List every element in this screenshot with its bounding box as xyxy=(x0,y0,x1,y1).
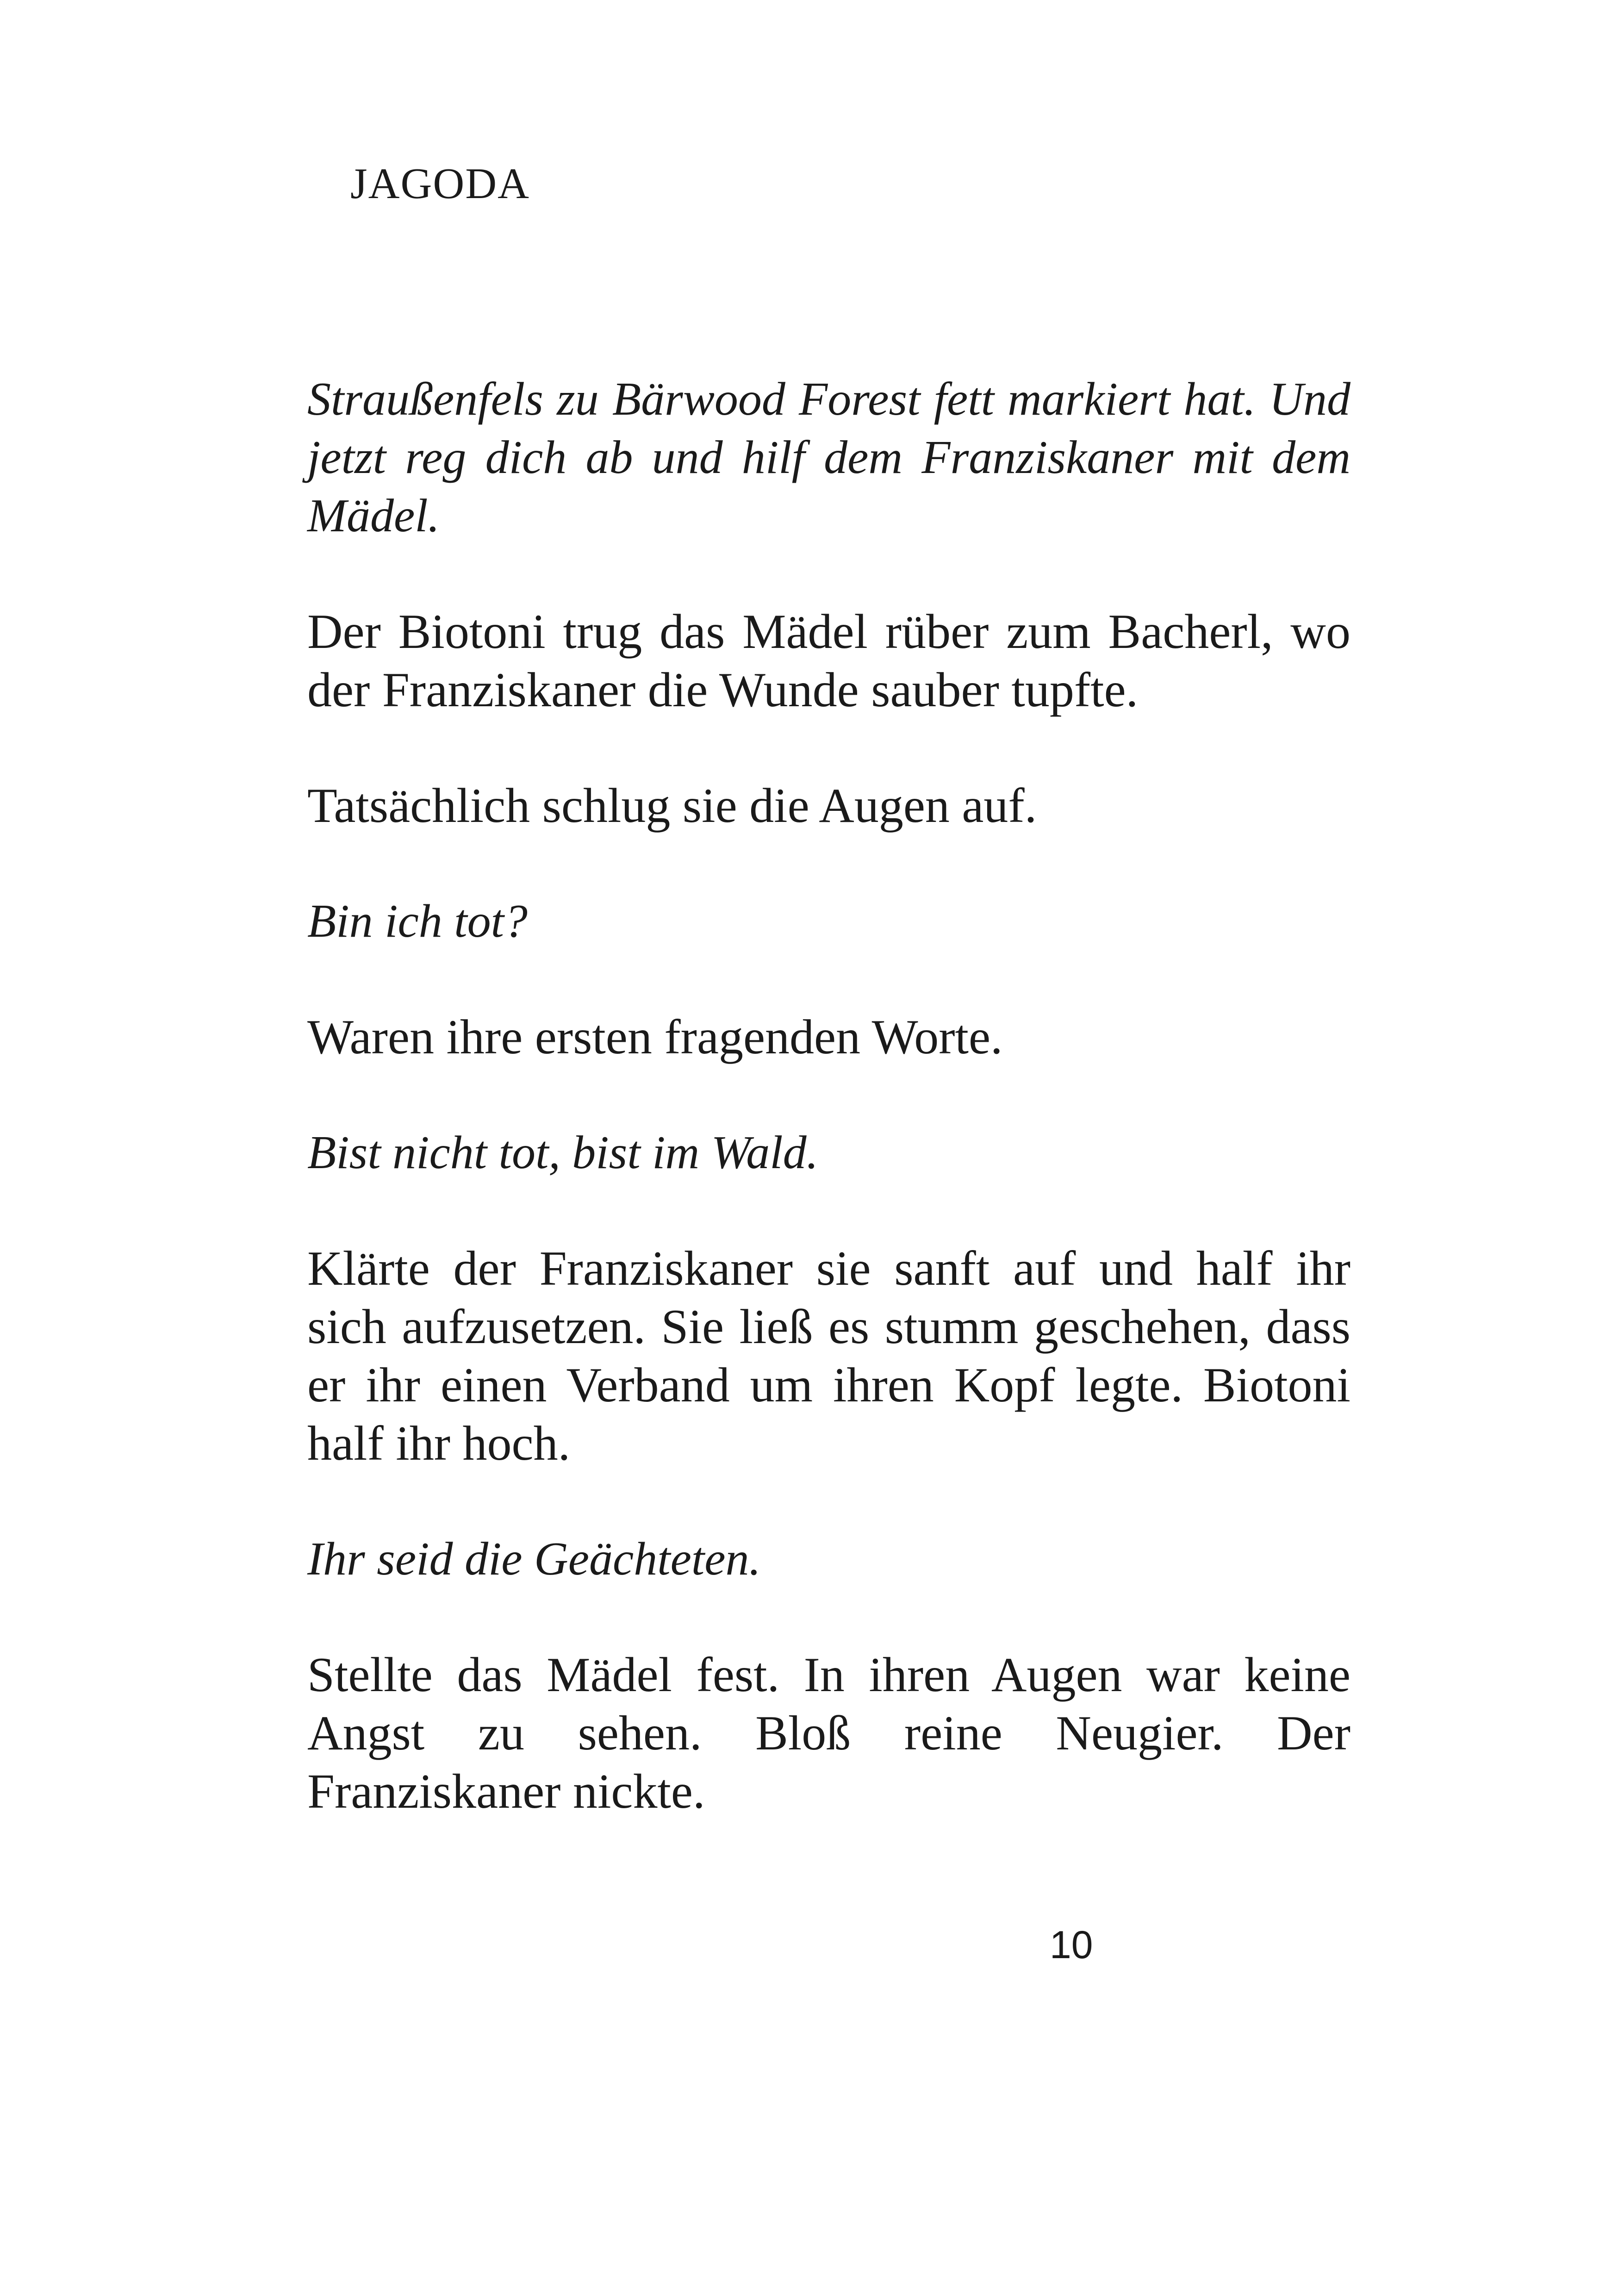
paragraph-3: Tatsächlich schlug sie die Augen auf. xyxy=(307,778,1037,833)
page-number: 10 xyxy=(1050,1923,1093,1966)
body-text xyxy=(307,370,1350,1878)
paragraph-2: Der Biotoni trug das Mädel rüber zum Bacherl, wo der Franziskaner die Wunde sauber tupfte. xyxy=(307,604,1350,717)
paragraph-7: Klärte der Franziskaner sie sanft auf und half ihr sich aufzusetzen. Sie ließ es stumm geschehen, dass er ihr einen Verband um ihren Kopf legte. Biotoni half ihr hoch. xyxy=(307,1241,1350,1470)
running-header: JAGODA xyxy=(350,160,530,208)
paragraph-8-italic: Ihr seid die Geächteten. xyxy=(307,1533,761,1585)
paragraph-5: Waren ihre ersten fragenden Worte. xyxy=(307,1010,1003,1064)
paragraph-6-italic: Bist nicht tot, bist im Wald. xyxy=(307,1126,819,1179)
paragraph-9: Stellte das Mädel fest. In ihren Augen war keine Angst zu sehen. Bloß reine Neugier. Der Franziskaner nickte. xyxy=(307,1648,1350,1818)
paragraph-1-italic: Straußenfels zu Bärwood Forest fett markiert hat. Und jetzt reg dich ab und hilf dem Franziskaner mit dem Mädel. xyxy=(307,373,1350,542)
paragraph-4-italic: Bin ich tot? xyxy=(307,895,528,947)
